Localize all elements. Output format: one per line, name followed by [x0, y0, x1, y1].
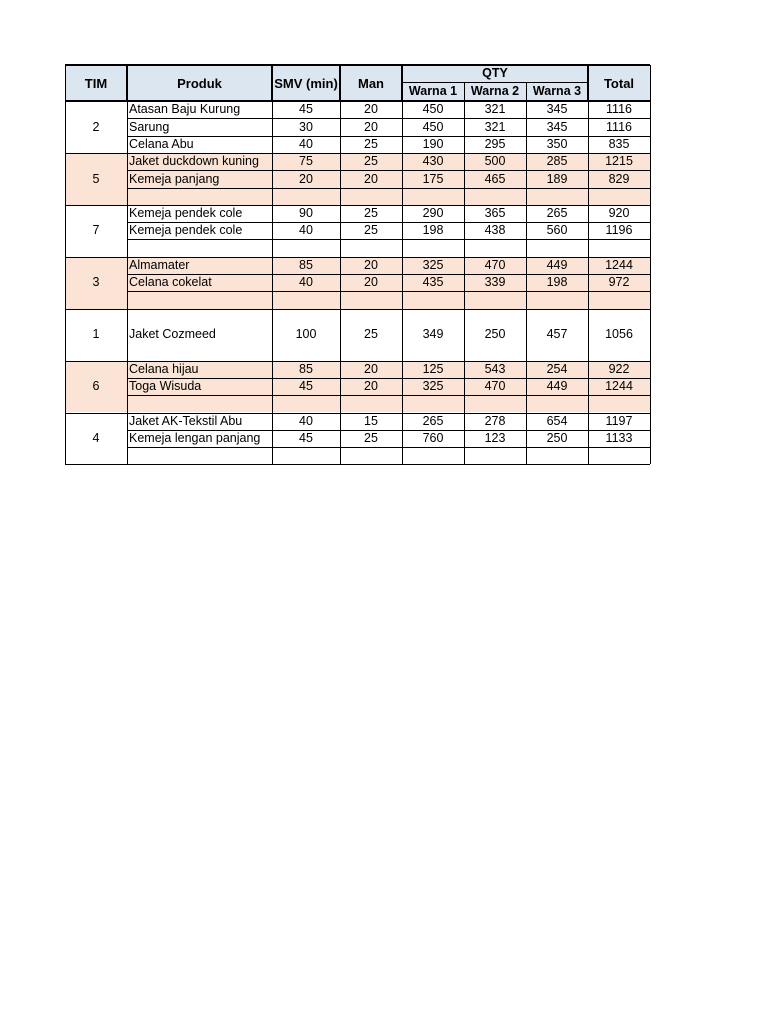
grid-vline: [271, 65, 273, 101]
warna-1-cell: 435: [422, 275, 444, 290]
smv-cell: 45: [299, 431, 313, 446]
warna-2-cell: [464, 188, 526, 205]
grid-vline: [650, 65, 651, 464]
man-cell: 25: [364, 327, 378, 342]
grid-hline: [127, 222, 650, 223]
warna-2-cell: 438: [484, 223, 506, 238]
header-tim: TIM: [84, 75, 108, 91]
grid-hline: [127, 239, 650, 240]
tim-cell: 6: [92, 379, 100, 394]
warna-3-cell: 345: [546, 119, 568, 134]
header-warna-3: Warna 3: [532, 84, 582, 99]
total-cell: 1244: [605, 258, 633, 273]
warna-3-cell: 189: [546, 171, 568, 186]
produk-cell: Atasan Baju Kurung: [129, 102, 241, 117]
warna-1-cell: 190: [422, 136, 444, 151]
header-produk: Produk: [177, 75, 222, 91]
smv-cell: 40: [299, 275, 313, 290]
grid-hline: [65, 100, 650, 102]
smv-cell: 100: [295, 327, 317, 342]
grid-hline: [65, 205, 650, 206]
grid-hline: [127, 136, 650, 137]
grid-hline: [65, 153, 650, 154]
smv-cell: 40: [299, 136, 313, 151]
man-cell: 25: [364, 136, 378, 151]
produk-cell: Jaket Cozmeed: [129, 327, 216, 342]
man-cell: 20: [364, 361, 378, 376]
warna-3-cell: [526, 188, 588, 205]
produk-cell: Kemeja pendek cole: [129, 223, 243, 238]
grid-vline: [588, 101, 589, 464]
grid-hline: [127, 118, 650, 119]
grid-vline: [340, 101, 341, 464]
man-cell: 20: [364, 379, 378, 394]
warna-1-cell: 450: [422, 119, 444, 134]
warna-2-cell: 123: [484, 431, 506, 446]
warna-2-cell: 250: [484, 327, 506, 342]
man-cell: 15: [364, 413, 378, 428]
total-cell: 1133: [605, 431, 633, 446]
total-cell: 972: [608, 275, 630, 290]
header-warna-2: Warna 2: [470, 84, 520, 99]
warna-2-cell: [464, 291, 526, 308]
total-cell: 829: [608, 171, 630, 186]
produk-cell: Kemeja lengan panjang: [129, 431, 261, 446]
produk-cell: [127, 239, 272, 256]
warna-3-cell: 198: [546, 275, 568, 290]
tim-cell: 2: [92, 119, 100, 134]
produk-cell: Celana cokelat: [129, 275, 212, 290]
total-cell: [588, 188, 650, 205]
grid-hline: [127, 188, 650, 189]
warna-2-cell: 321: [484, 102, 506, 117]
man-cell: [340, 447, 402, 464]
warna-3-cell: [526, 239, 588, 256]
smv-cell: 85: [299, 361, 313, 376]
produk-cell: Celana Abu: [129, 136, 194, 151]
warna-3-cell: 654: [546, 413, 568, 428]
man-cell: [340, 395, 402, 412]
man-cell: 20: [364, 119, 378, 134]
total-cell: 1116: [606, 119, 632, 134]
warna-2-cell: 470: [484, 258, 506, 273]
produk-cell: Kemeja panjang: [129, 171, 220, 186]
warna-1-cell: [402, 239, 464, 256]
warna-1-cell: 760: [422, 431, 444, 446]
produk-cell: Kemeja pendek cole: [129, 206, 243, 221]
warna-1-cell: 349: [422, 327, 444, 342]
total-cell: [588, 395, 650, 412]
smv-cell: [272, 188, 340, 205]
smv-cell: 20: [299, 171, 313, 186]
total-cell: 1116: [606, 102, 632, 117]
warna-2-cell: 321: [484, 119, 506, 134]
tim-cell: 1: [92, 327, 100, 342]
grid-vline: [587, 65, 589, 101]
man-cell: [340, 291, 402, 308]
produk-cell: [127, 188, 272, 205]
warna-2-cell: 500: [484, 154, 506, 169]
warna-3-cell: [526, 447, 588, 464]
warna-2-cell: 278: [484, 413, 506, 428]
warna-3-cell: 457: [546, 327, 568, 342]
warna-1-cell: 430: [422, 154, 444, 169]
header-warna-1: Warna 1: [408, 84, 458, 99]
grid-hline: [127, 274, 650, 275]
smv-cell: [272, 447, 340, 464]
header-total: Total: [603, 75, 635, 91]
produk-cell: Jaket AK-Tekstil Abu: [129, 413, 243, 428]
grid-hline: [65, 361, 650, 362]
grid-vline: [464, 82, 465, 464]
grid-hline: [127, 291, 650, 292]
smv-cell: 45: [299, 102, 313, 117]
man-cell: 25: [364, 206, 378, 221]
man-cell: 25: [364, 223, 378, 238]
warna-3-cell: 449: [546, 258, 568, 273]
grid-hline: [65, 257, 650, 258]
produk-cell: Toga Wisuda: [129, 379, 202, 394]
tim-cell: 4: [92, 431, 100, 446]
total-cell: 835: [608, 136, 630, 151]
grid-hline: [65, 413, 650, 414]
warna-3-cell: 350: [546, 136, 568, 151]
produk-cell: [127, 395, 272, 412]
man-cell: 20: [364, 258, 378, 273]
man-cell: 20: [364, 102, 378, 117]
man-cell: [340, 239, 402, 256]
warna-3-cell: 285: [546, 154, 568, 169]
grid-vline: [272, 101, 273, 464]
warna-3-cell: [526, 395, 588, 412]
grid-vline: [339, 65, 341, 101]
smv-cell: 30: [299, 119, 313, 134]
smv-cell: 45: [299, 379, 313, 394]
total-cell: 1215: [605, 154, 633, 169]
grid-hline: [402, 82, 588, 83]
total-cell: 1056: [605, 327, 633, 342]
total-cell: 1197: [605, 413, 633, 428]
warna-1-cell: 175: [422, 171, 444, 186]
warna-3-cell: 265: [546, 206, 568, 221]
warna-1-cell: [402, 188, 464, 205]
man-cell: [340, 188, 402, 205]
warna-1-cell: 450: [422, 102, 444, 117]
warna-3-cell: [526, 291, 588, 308]
grid-hline: [127, 170, 650, 171]
warna-1-cell: [402, 291, 464, 308]
grid-vline: [526, 82, 527, 464]
total-cell: 922: [608, 361, 630, 376]
warna-3-cell: 250: [546, 431, 568, 446]
warna-1-cell: 290: [422, 206, 444, 221]
produk-cell: [127, 447, 272, 464]
grid-vline: [401, 65, 403, 101]
tim-cell: 7: [92, 223, 100, 238]
warna-2-cell: 295: [484, 136, 506, 151]
warna-1-cell: [402, 447, 464, 464]
warna-1-cell: 198: [422, 223, 444, 238]
warna-3-cell: 449: [546, 379, 568, 394]
smv-cell: [272, 291, 340, 308]
total-cell: [588, 447, 650, 464]
produk-cell: Almamater: [129, 258, 190, 273]
warna-3-cell: 345: [546, 102, 568, 117]
warna-1-cell: 325: [422, 379, 444, 394]
header-man: Man: [358, 75, 384, 91]
tim-cell: 3: [92, 275, 100, 290]
grid-vline: [65, 65, 66, 464]
grid-hline: [127, 430, 650, 431]
grid-hline: [127, 447, 650, 448]
tim-cell: 5: [92, 171, 100, 186]
warna-3-cell: 560: [546, 223, 568, 238]
man-cell: 20: [364, 275, 378, 290]
smv-cell: 75: [299, 154, 313, 169]
warna-2-cell: 339: [484, 275, 506, 290]
warna-1-cell: 325: [422, 258, 444, 273]
warna-2-cell: 465: [484, 171, 506, 186]
warna-1-cell: 265: [422, 413, 444, 428]
smv-cell: 40: [299, 223, 313, 238]
man-cell: 25: [364, 431, 378, 446]
smv-cell: 85: [299, 258, 313, 273]
grid-hline: [127, 395, 650, 396]
produk-cell: [127, 291, 272, 308]
grid-hline: [127, 378, 650, 379]
warna-2-cell: [464, 239, 526, 256]
warna-1-cell: [402, 395, 464, 412]
grid-vline: [126, 65, 128, 101]
total-cell: [588, 291, 650, 308]
header-smv: SMV (min): [274, 75, 338, 91]
warna-2-cell: 365: [484, 206, 506, 221]
smv-cell: 90: [299, 206, 313, 221]
grid-hline: [65, 64, 650, 66]
warna-2-cell: 543: [484, 361, 506, 376]
warna-1-cell: 125: [422, 361, 444, 376]
warna-2-cell: 470: [484, 379, 506, 394]
produk-cell: Sarung: [129, 119, 170, 134]
produk-cell: Jaket duckdown kuning: [129, 154, 259, 169]
total-cell: [588, 239, 650, 256]
warna-2-cell: [464, 395, 526, 412]
smv-cell: [272, 395, 340, 412]
total-cell: 1196: [605, 223, 633, 238]
total-cell: 920: [608, 206, 630, 221]
warna-2-cell: [464, 447, 526, 464]
grid-hline: [65, 464, 650, 465]
header-qty: QTY: [482, 66, 508, 81]
grid-hline: [65, 309, 650, 310]
grid-vline: [127, 101, 128, 464]
smv-cell: 40: [299, 413, 313, 428]
man-cell: 20: [364, 171, 378, 186]
total-cell: 1244: [605, 379, 633, 394]
smv-cell: [272, 239, 340, 256]
grid-vline: [402, 101, 403, 464]
warna-3-cell: 254: [546, 361, 568, 376]
man-cell: 25: [364, 154, 378, 169]
produk-cell: Celana hijau: [129, 361, 199, 376]
